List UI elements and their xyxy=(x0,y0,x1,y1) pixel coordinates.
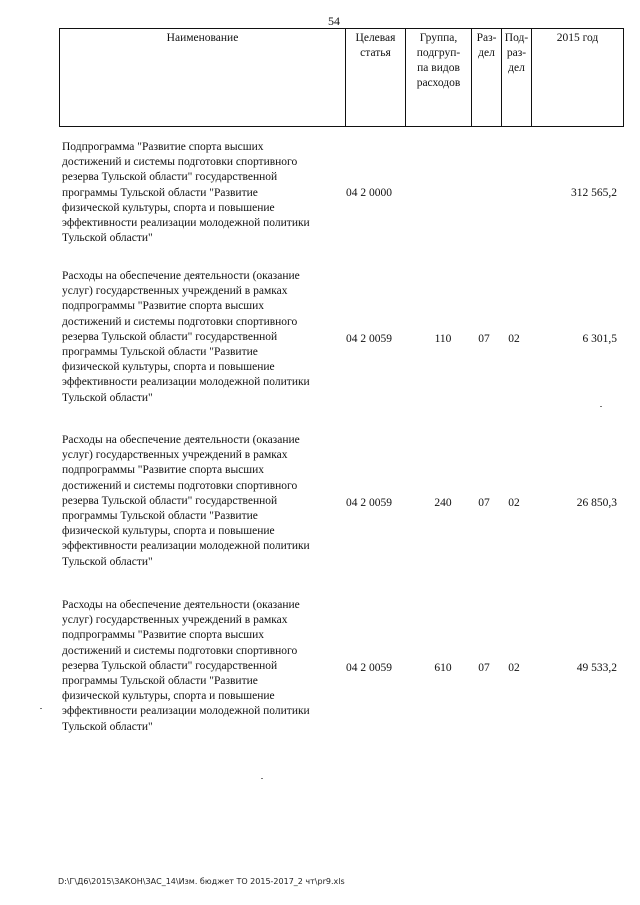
section-code: 07 xyxy=(478,333,490,345)
description-line: резерва Тульской области" государственной xyxy=(62,171,278,184)
description-line: эффективности реализации молодежной политики xyxy=(62,217,310,230)
header-target-line2: статья xyxy=(360,47,391,59)
section-code: 07 xyxy=(478,497,490,509)
header-name xyxy=(60,29,345,126)
description-line: подпрограммы "Развитие спорта высших xyxy=(62,464,265,477)
subsection-code: 02 xyxy=(508,497,520,509)
description-line: программы Тульской области "Развитие xyxy=(62,186,258,199)
description-line: резерва Тульской области" государственной xyxy=(62,330,278,343)
expense-group: 610 xyxy=(434,662,452,674)
description-line: эффективности реализации молодежной политики xyxy=(62,705,310,718)
description-line: Расходы на обеспечение деятельности (оказание xyxy=(62,270,300,282)
amount-2015: 312 565,2 xyxy=(571,187,617,199)
description-line: физической культуры, спорта и повышение xyxy=(62,690,275,703)
target-article-code: 04 2 0059 xyxy=(346,662,392,674)
header-subsection-line: Под- xyxy=(504,32,529,44)
row-description xyxy=(62,433,352,570)
header-target-line1: Целевая xyxy=(355,32,396,44)
description-line: физической культуры, спорта и повышение xyxy=(62,361,275,374)
header-group-line: па видов xyxy=(417,62,460,74)
header-section xyxy=(471,29,501,126)
description-line: услуг) государственных учреждений в рамках xyxy=(62,614,288,627)
target-article-code: 04 2 0000 xyxy=(346,187,392,199)
header-subsection-line: дел xyxy=(508,62,525,74)
row-description xyxy=(62,140,352,246)
row-description xyxy=(62,269,352,406)
header-group-line: Группа, xyxy=(419,32,458,44)
description-line: Расходы на обеспечение деятельности (оказание xyxy=(62,599,300,611)
description-line: физической культуры, спорта и повышение xyxy=(62,201,275,214)
header-subsection xyxy=(501,29,531,126)
header-group-line: подгруп- xyxy=(416,47,461,59)
scan-speck xyxy=(600,406,602,407)
header-section-line: дел xyxy=(478,47,495,59)
description-line: эффективности реализации молодежной политики xyxy=(62,376,310,389)
description-line: Подпрограмма "Развитие спорта высших xyxy=(62,141,264,153)
description-line: достижений и системы подготовки спортивного xyxy=(62,479,298,492)
description-line: услуг) государственных учреждений в рамках xyxy=(62,449,288,462)
row-description xyxy=(62,598,352,735)
header-subsection-line: раз- xyxy=(506,47,527,59)
description-line: подпрограммы "Развитие спорта высших xyxy=(62,629,265,642)
description-line: достижений и системы подготовки спортивного xyxy=(62,156,298,169)
header-year xyxy=(531,29,623,126)
target-article-code: 04 2 0059 xyxy=(346,333,392,345)
description-line: Тульской области" xyxy=(62,391,153,404)
description-line: Тульской области" xyxy=(62,555,153,568)
section-code: 07 xyxy=(478,662,490,674)
subsection-code: 02 xyxy=(508,662,520,674)
header-group xyxy=(405,29,471,126)
table-header xyxy=(59,28,624,127)
file-path-footer: D:\Г\Д6\2015\ЗАКОН\ЗАС_14\Изм. бюджет ТО 2015-2017_2 чт\pr9.xls xyxy=(58,877,345,886)
description-line: резерва Тульской области" государственной xyxy=(62,659,278,672)
description-line: программы Тульской области "Развитие xyxy=(62,675,258,688)
description-line: услуг) государственных учреждений в рамках xyxy=(62,285,288,298)
description-line: эффективности реализации молодежной политики xyxy=(62,540,310,553)
amount-2015: 26 850,3 xyxy=(576,497,617,509)
page-number: 54 xyxy=(328,14,340,28)
expense-group: 240 xyxy=(434,497,452,509)
expense-group: 110 xyxy=(434,333,452,345)
header-section-line: Раз- xyxy=(476,32,497,44)
description-line: достижений и системы подготовки спортивного xyxy=(62,644,298,657)
scan-speck xyxy=(40,708,42,709)
header-group-line: расходов xyxy=(416,77,461,89)
description-line: Расходы на обеспечение деятельности (оказание xyxy=(62,434,300,446)
description-line: физической культуры, спорта и повышение xyxy=(62,525,275,538)
header-target-article xyxy=(345,29,405,126)
description-line: программы Тульской области "Развитие xyxy=(62,510,258,523)
description-line: программы Тульской области "Развитие xyxy=(62,346,258,359)
scan-speck xyxy=(261,778,263,779)
description-line: Тульской области" xyxy=(62,720,153,733)
subsection-code: 02 xyxy=(508,333,520,345)
description-line: подпрограммы "Развитие спорта высших xyxy=(62,300,265,313)
description-line: Тульской области" xyxy=(62,232,153,245)
amount-2015: 6 301,5 xyxy=(582,333,617,345)
description-line: достижений и системы подготовки спортивного xyxy=(62,315,298,328)
header-name-text: Наименование xyxy=(166,32,239,44)
amount-2015: 49 533,2 xyxy=(576,662,617,674)
description-line: резерва Тульской области" государственной xyxy=(62,494,278,507)
header-year-text: 2015 год xyxy=(556,32,599,44)
target-article-code: 04 2 0059 xyxy=(346,497,392,509)
